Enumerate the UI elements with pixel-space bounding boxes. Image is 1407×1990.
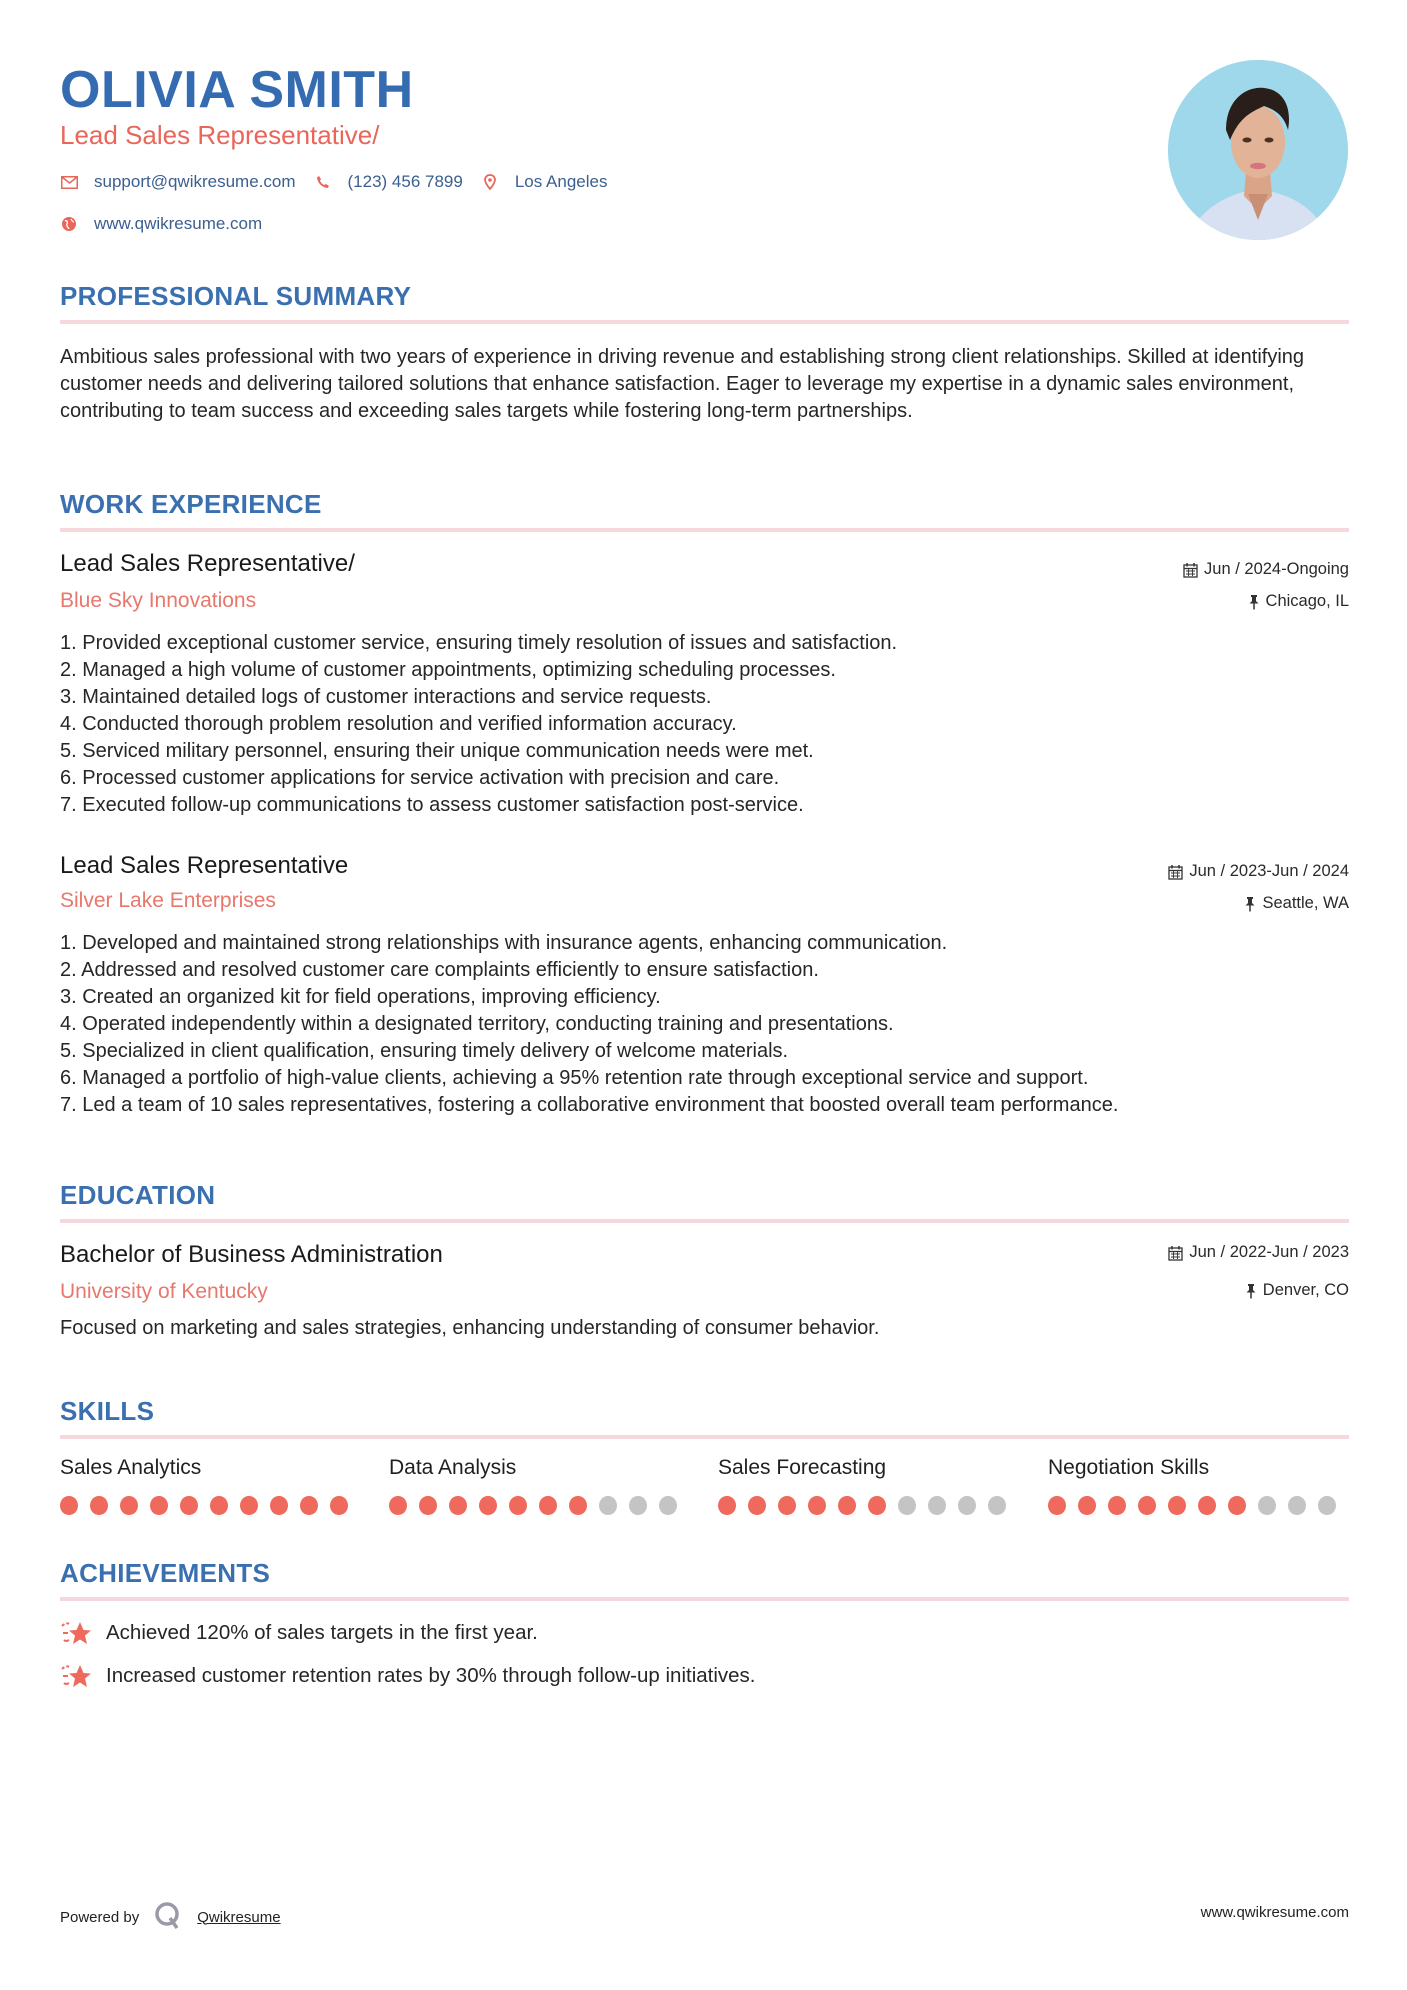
rating-dot-filled	[1108, 1496, 1126, 1515]
rating-dot-filled	[330, 1496, 348, 1515]
skill-rating	[60, 1496, 360, 1515]
contact-website[interactable]	[60, 214, 262, 234]
rating-dot-empty	[898, 1496, 916, 1515]
list-item: 1. Developed and maintained strong relationships with insurance agents, enhancing communication.	[60, 932, 948, 954]
rating-dot-filled	[1078, 1496, 1096, 1515]
job-location-text: Chicago, IL	[1265, 592, 1349, 610]
rating-dot-filled	[90, 1496, 108, 1515]
rating-dot-filled	[449, 1496, 467, 1515]
rating-dot-filled	[270, 1496, 288, 1515]
job-location-text: Seattle, WA	[1262, 894, 1349, 912]
job-company: Blue Sky Innovations	[60, 589, 257, 612]
education-location	[1245, 1281, 1349, 1300]
rating-dot-filled	[479, 1496, 497, 1515]
star-award-icon	[60, 1618, 92, 1648]
profile-photo	[1168, 60, 1348, 240]
list-item: 2. Addressed and resolved customer care complaints efficiently to ensure satisfaction.	[60, 959, 819, 981]
rating-dot-filled	[1168, 1496, 1186, 1515]
education-school: University of Kentucky	[60, 1280, 268, 1303]
calendar-icon	[1168, 1245, 1183, 1261]
candidate-name: OLIVIA SMITH	[60, 61, 414, 119]
job-location	[1248, 592, 1349, 611]
job-bullets	[60, 630, 1350, 819]
location-text: Los Angeles	[514, 172, 608, 191]
job-title: Lead Sales Representative	[60, 852, 349, 879]
rating-dot-filled	[569, 1496, 587, 1515]
section-title-skills: SKILLS	[60, 1396, 155, 1426]
rating-dot-filled	[748, 1496, 766, 1515]
job-title: Lead Sales Representative/	[60, 550, 355, 577]
rating-dot-filled	[419, 1496, 437, 1515]
job-dates-text: Jun / 2023-Jun / 2024	[1189, 862, 1349, 880]
section-divider	[60, 1597, 1349, 1601]
rating-dot-filled	[778, 1496, 796, 1515]
rating-dot-empty	[659, 1496, 677, 1515]
skill-name: Data Analysis	[389, 1456, 517, 1479]
footer-powered-by	[60, 1900, 281, 1934]
qwikresume-logo-icon	[153, 1900, 183, 1934]
calendar-icon	[1168, 864, 1183, 880]
section-divider	[60, 320, 1349, 324]
contact-email[interactable]	[60, 172, 296, 192]
candidate-title: Lead Sales Representative/	[60, 120, 380, 150]
rating-dot-filled	[1228, 1496, 1246, 1515]
job-location	[1244, 894, 1349, 913]
rating-dot-filled	[300, 1496, 318, 1515]
rating-dot-filled	[180, 1496, 198, 1515]
qwikresume-link[interactable]: Qwikresume	[197, 1908, 281, 1926]
rating-dot-empty	[1258, 1496, 1276, 1515]
list-item: 6. Processed customer applications for service activation with precision and care.	[60, 767, 780, 789]
rating-dot-empty	[629, 1496, 647, 1515]
section-title-summary: PROFESSIONAL SUMMARY	[60, 281, 412, 311]
skill-item	[389, 1456, 689, 1515]
list-item: 3. Maintained detailed logs of customer interactions and service requests.	[60, 686, 712, 708]
skill-name: Sales Forecasting	[718, 1456, 887, 1479]
achievement-text: Increased customer retention rates by 30% through follow-up initiatives.	[106, 1664, 756, 1687]
skill-name: Sales Analytics	[60, 1456, 202, 1479]
pushpin-icon	[1248, 594, 1260, 610]
website-text: www.qwikresume.com	[94, 214, 263, 233]
list-item: 7. Led a team of 10 sales representatives, fostering a collaborative environment that boosted overall team performance.	[60, 1094, 1119, 1116]
contact-location	[481, 172, 608, 192]
rating-dot-empty	[928, 1496, 946, 1515]
list-item: 1. Provided exceptional customer service, ensuring timely resolution of issues and satisfaction.	[60, 632, 898, 654]
education-dates	[1168, 1243, 1349, 1262]
list-item: 6. Managed a portfolio of high-value clients, achieving a 95% retention rate through exceptional service and support.	[60, 1067, 1089, 1089]
list-item: 5. Serviced military personnel, ensuring their unique communication needs were met.	[60, 740, 814, 762]
education-degree: Bachelor of Business Administration	[60, 1241, 443, 1268]
section-title-education: EDUCATION	[60, 1180, 216, 1210]
rating-dot-empty	[958, 1496, 976, 1515]
section-divider	[60, 1219, 1349, 1223]
list-item: 4. Conducted thorough problem resolution and verified information accuracy.	[60, 713, 737, 735]
list-item: 3. Created an organized kit for field operations, improving efficiency.	[60, 986, 661, 1008]
rating-dot-filled	[1198, 1496, 1216, 1515]
rating-dot-filled	[389, 1496, 407, 1515]
rating-dot-filled	[150, 1496, 168, 1515]
list-item: 7. Executed follow-up communications to assess customer satisfaction post-service.	[60, 794, 804, 816]
footer-website-link[interactable]: www.qwikresume.com	[1200, 1904, 1349, 1921]
list-item: 4. Operated independently within a designated territory, conducting training and presentations.	[60, 1013, 894, 1035]
education-dates-text: Jun / 2022-Jun / 2023	[1189, 1243, 1349, 1261]
job-dates-text: Jun / 2024-Ongoing	[1204, 560, 1349, 578]
achievement-item	[60, 1618, 538, 1648]
job-bullets	[60, 930, 1350, 1119]
list-item: 2. Managed a high volume of customer appointments, optimizing scheduling processes.	[60, 659, 836, 681]
envelope-icon	[60, 173, 78, 191]
globe-icon	[60, 215, 78, 233]
rating-dot-filled	[1138, 1496, 1156, 1515]
job-company: Silver Lake Enterprises	[60, 889, 276, 912]
rating-dot-filled	[868, 1496, 886, 1515]
section-divider	[60, 1435, 1349, 1439]
star-award-icon	[60, 1661, 92, 1691]
education-location-text: Denver, CO	[1262, 1281, 1349, 1299]
rating-dot-empty	[1288, 1496, 1306, 1515]
rating-dot-filled	[838, 1496, 856, 1515]
rating-dot-empty	[988, 1496, 1006, 1515]
rating-dot-filled	[718, 1496, 736, 1515]
job-dates	[1183, 560, 1349, 579]
powered-by-label: Powered by	[60, 1908, 140, 1926]
contact-row-2	[60, 214, 280, 234]
pushpin-icon	[1245, 1283, 1257, 1299]
rating-dot-filled	[1048, 1496, 1066, 1515]
summary-text: Ambitious sales professional with two years of experience in driving revenue and establishing strong client relationships. Skilled at identifying customer needs and delivering tailored solutions that enhance satisfaction. Eager to leverage my expertise in a dynamic sales environment, contributing to team success and exceeding sales targets while fostering long-term partnerships.	[60, 346, 1305, 422]
skill-item	[1048, 1456, 1348, 1515]
email-text: support@qwikresume.com	[94, 172, 296, 191]
calendar-icon	[1183, 562, 1198, 578]
section-divider	[60, 528, 1349, 532]
rating-dot-empty	[599, 1496, 617, 1515]
education-description: Focused on marketing and sales strategies, enhancing understanding of consumer behavior.	[60, 1317, 880, 1339]
skill-item	[60, 1456, 360, 1515]
rating-dot-filled	[60, 1496, 78, 1515]
rating-dot-filled	[808, 1496, 826, 1515]
phone-text: (123) 456 7899	[347, 172, 463, 191]
rating-dot-filled	[509, 1496, 527, 1515]
rating-dot-filled	[120, 1496, 138, 1515]
skill-rating	[718, 1496, 1018, 1515]
rating-dot-empty	[1318, 1496, 1336, 1515]
achievement-item	[60, 1661, 756, 1691]
section-title-achievements: ACHIEVEMENTS	[60, 1558, 271, 1588]
achievement-text: Achieved 120% of sales targets in the first year.	[106, 1621, 538, 1644]
rating-dot-filled	[539, 1496, 557, 1515]
section-title-experience: WORK EXPERIENCE	[60, 489, 322, 519]
map-pin-icon	[481, 173, 499, 191]
rating-dot-filled	[210, 1496, 228, 1515]
pushpin-icon	[1244, 896, 1256, 912]
contact-phone[interactable]	[314, 172, 463, 192]
list-item: 5. Specialized in client qualification, ensuring timely delivery of welcome materials.	[60, 1040, 789, 1062]
skill-rating	[1048, 1496, 1348, 1515]
phone-icon	[314, 173, 332, 191]
rating-dot-filled	[240, 1496, 258, 1515]
skill-name: Negotiation Skills	[1048, 1456, 1210, 1479]
contact-row-1	[60, 172, 625, 192]
skill-rating	[389, 1496, 689, 1515]
job-dates	[1168, 862, 1349, 881]
skill-item	[718, 1456, 1018, 1515]
